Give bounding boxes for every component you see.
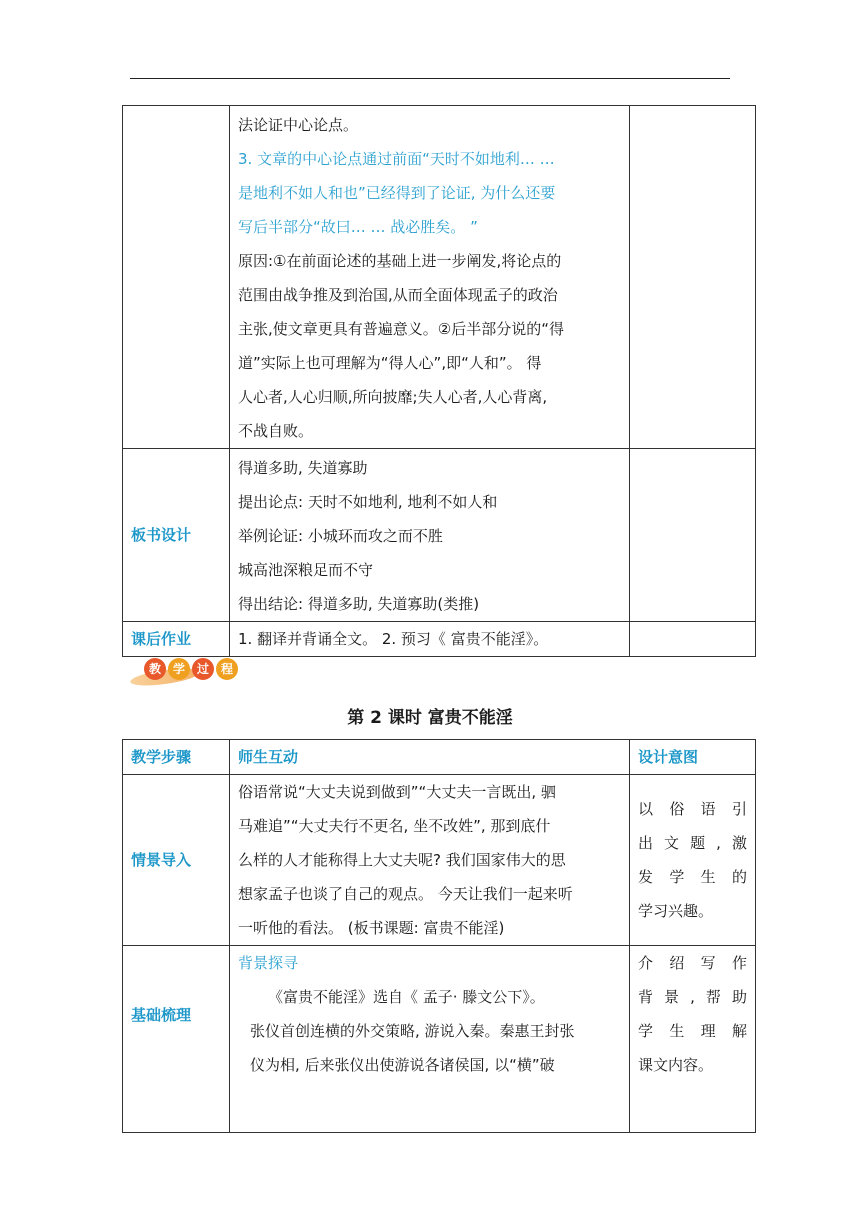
table-header-row bbox=[123, 740, 756, 775]
answer-line: 主张,使文章更具有普遍意义。②后半部分说的“得 bbox=[238, 320, 564, 338]
table-row bbox=[123, 946, 756, 1133]
banner-char: 学 bbox=[168, 658, 190, 680]
intro-line: 马难追”“大丈夫行不更名, 坐不改姓”, 那到底什 bbox=[238, 817, 551, 835]
intent-line: 以俗语引 bbox=[638, 800, 747, 818]
question-line: 是地利不如人和也”已经得到了论证, 为什么还要 bbox=[238, 184, 556, 202]
board-design-cell bbox=[230, 449, 630, 622]
intro-label: 情景导入 bbox=[123, 775, 230, 946]
basics-cell bbox=[230, 946, 630, 1133]
empty-label-cell bbox=[123, 106, 230, 449]
intro-line: 一听他的看法。 (板书课题: 富贵不能淫) bbox=[238, 919, 505, 937]
basics-line: 《富贵不能淫》选自《 孟子· 滕文公下》。 bbox=[268, 988, 545, 1006]
board-line: 举例论证: 小城环而攻之而不胜 bbox=[238, 527, 443, 545]
lesson-title: 第 2 课时 富贵不能淫 bbox=[347, 708, 513, 728]
intent-line: 介绍写作 bbox=[638, 954, 747, 972]
banner-char: 教 bbox=[144, 658, 166, 680]
header-steps: 教学步骤 bbox=[123, 740, 230, 775]
intent-line: 课文内容。 bbox=[638, 1056, 714, 1074]
table-row bbox=[123, 775, 756, 946]
continued-line: 法论证中心论点。 bbox=[238, 116, 359, 134]
intro-line: 么样的人才能称得上大丈夫呢? 我们国家伟大的思 bbox=[238, 851, 566, 869]
intent-line: 学习兴趣。 bbox=[638, 902, 714, 920]
basics-line: 仪为相, 后来张仪出使游说各诸侯国, 以“横”破 bbox=[250, 1056, 555, 1074]
intent-line: 背景,帮助 bbox=[638, 988, 747, 1006]
empty-intent-cell bbox=[630, 449, 756, 622]
analysis-cell bbox=[230, 106, 630, 449]
teaching-process-banner bbox=[130, 656, 242, 686]
empty-intent-cell bbox=[630, 622, 756, 657]
basics-line: 张仪首创连横的外交策略, 游说入秦。秦惠王封张 bbox=[250, 1022, 575, 1040]
intent-line: 学生理解 bbox=[638, 1022, 747, 1040]
banner-char: 程 bbox=[216, 658, 238, 680]
basics-intent-cell bbox=[630, 946, 756, 1133]
intent-line: 出文题,激 bbox=[638, 834, 747, 852]
table-row bbox=[123, 622, 756, 657]
answer-line: 不战自败。 bbox=[238, 422, 314, 440]
intro-intent-cell bbox=[630, 775, 756, 946]
lesson-plan-table-2 bbox=[122, 739, 756, 1133]
homework-text: 1. 翻译并背诵全文。 2. 预习《 富贵不能淫》。 bbox=[238, 630, 549, 648]
board-line: 提出论点: 天时不如地利, 地利不如人和 bbox=[238, 493, 498, 511]
answer-line: 原因:①在前面论述的基础上进一步阐发,将论点的 bbox=[238, 252, 562, 270]
intro-line: 想家孟子也谈了自己的观点。 今天让我们一起来听 bbox=[238, 885, 573, 903]
answer-line: 范围由战争推及到治国,从而全面体现孟子的政治 bbox=[238, 286, 558, 304]
header-interaction: 师生互动 bbox=[230, 740, 630, 775]
board-design-label: 板书设计 bbox=[123, 449, 230, 622]
banner-char: 过 bbox=[192, 658, 214, 680]
board-line: 得道多助, 失道寡助 bbox=[238, 459, 368, 477]
board-line: 城高池深粮足而不守 bbox=[238, 561, 374, 579]
homework-cell bbox=[230, 622, 630, 657]
intro-cell bbox=[230, 775, 630, 946]
header-rule bbox=[130, 78, 730, 79]
table-row bbox=[123, 106, 756, 449]
answer-line: 人心者,人心归顺,所向披靡;失人心者,人心背离, bbox=[238, 388, 548, 406]
intent-line: 发学生的 bbox=[638, 868, 747, 886]
board-line: 得出结论: 得道多助, 失道寡助(类推) bbox=[238, 595, 480, 613]
basics-label: 基础梳理 bbox=[123, 946, 230, 1133]
table-row bbox=[123, 449, 756, 622]
header-intent: 设计意图 bbox=[630, 740, 756, 775]
homework-label: 课后作业 bbox=[123, 622, 230, 657]
empty-intent-cell bbox=[630, 106, 756, 449]
question-line: 写后半部分“故曰… … 战必胜矣。 ” bbox=[238, 218, 478, 236]
subhead-background: 背景探寻 bbox=[238, 954, 299, 972]
intro-line: 俗语常说“大丈夫说到做到”“大丈夫一言既出, 驷 bbox=[238, 783, 556, 801]
question-line: 3. 文章的中心论点通过前面“天时不如地利… … bbox=[238, 150, 555, 168]
answer-line: 道”实际上也可理解为“得人心”,即“人和”。 得 bbox=[238, 354, 542, 372]
lesson-plan-table-1 bbox=[122, 105, 756, 657]
